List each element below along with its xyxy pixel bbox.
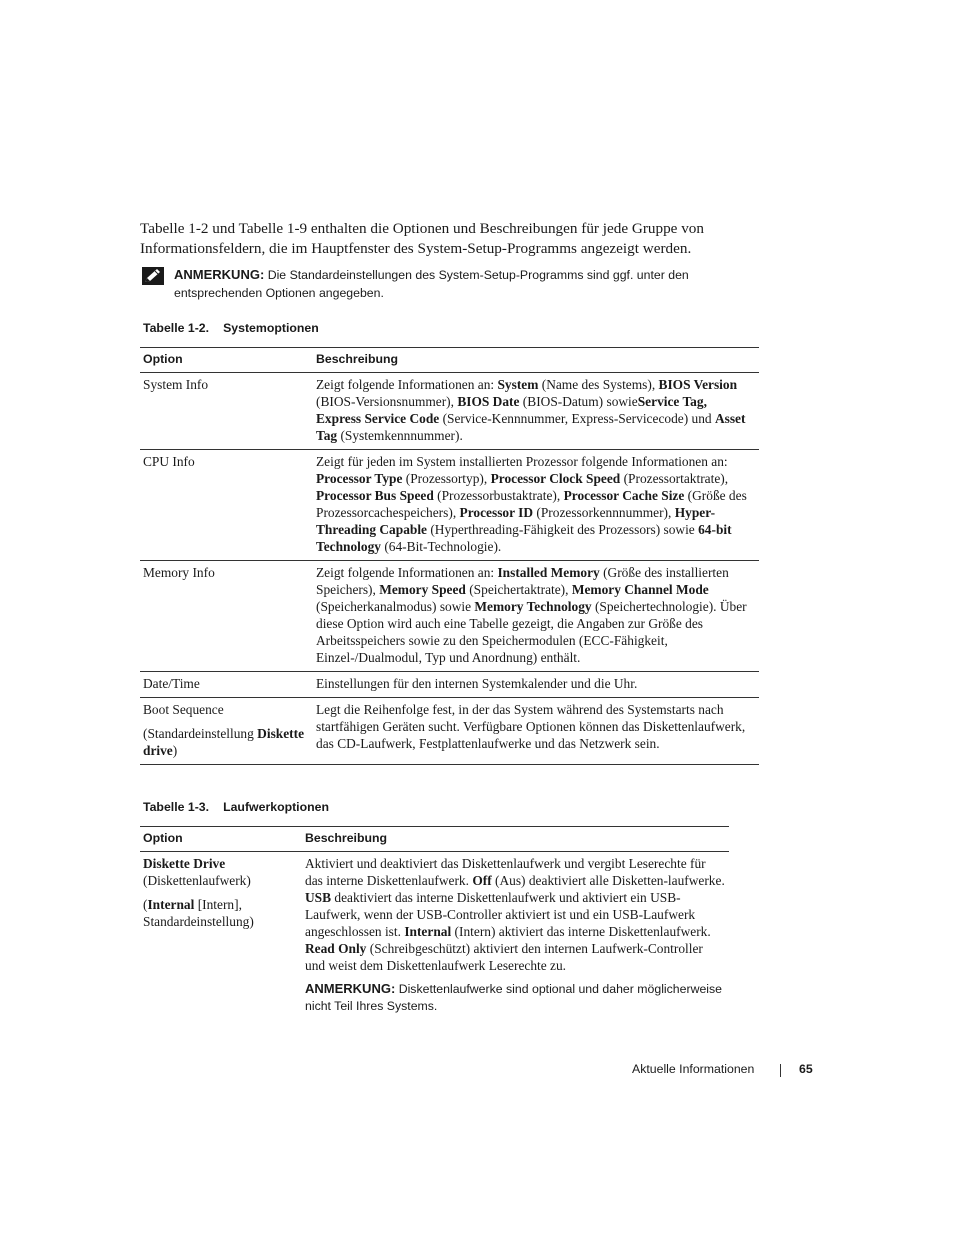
note-pencil-icon — [142, 267, 164, 285]
bold-term: Memory Technology — [474, 599, 592, 614]
bold-term: Processor Type — [316, 471, 403, 486]
footer-section-title: Aktuelle Informationen — [632, 1062, 755, 1076]
bold-term: Service Tag, Express Service Code — [316, 394, 707, 426]
bold-term: Hyper-Threading Capable — [316, 505, 716, 537]
note-block — [140, 266, 760, 302]
table-title: Laufwerkoptionen — [223, 800, 329, 814]
drive-options-table — [140, 826, 729, 1020]
option-name: Diskette Drive (Diskettenlaufwerk) — [143, 856, 251, 888]
option-cell: CPU Info — [140, 450, 313, 561]
note-heading: ANMERKUNG: — [174, 267, 265, 282]
bold-term: BIOS Version — [658, 377, 738, 392]
description-cell: Zeigt für jeden im System installierten Prozessor folgende Informationen an: Processor Type (Prozessortyp), Processor Clock Speed (Prozessortaktrate), Processor Bus Speed (Prozessorbustaktrate), Processor Cache Size (Größe des Prozessorcachespeichers), Processor ID (Prozessorkennnummer), Hyper-Threading Capable (Hyperthreading-Fähigkeit des Prozessors) sowie 64-bit Technology (64-Bit-Technologie). — [313, 450, 759, 561]
column-header-option: Option — [140, 827, 302, 852]
description-cell — [302, 852, 729, 1021]
table-row — [140, 698, 759, 765]
bold-term: Asset Tag — [316, 411, 746, 443]
option-cell: System Info — [140, 373, 313, 450]
intro-paragraph: Tabelle 1-2 und Tabelle 1-9 enthalten die Optionen und Beschreibungen für jede Gruppe von Informationsfeldern, die im Hauptfenster des System-Setup-Programms angezeigt werden. — [140, 220, 704, 257]
system-options-table — [140, 347, 759, 765]
table-title: Systemoptionen — [223, 321, 319, 335]
table-row — [140, 373, 759, 450]
description-cell: Einstellungen für den internen Systemkalender und die Uhr. — [313, 672, 759, 698]
bold-term: USB — [305, 890, 332, 905]
column-header-description: Beschreibung — [313, 348, 759, 373]
bold-term: Read Only — [305, 941, 367, 956]
option-default: (Standardeinstellung Diskette drive) — [143, 726, 305, 758]
note-heading: ANMERKUNG: — [305, 981, 396, 996]
bold-term: Internal — [404, 924, 452, 939]
inline-note — [305, 980, 725, 1015]
bold-term: BIOS Date — [457, 394, 520, 409]
option-name: Boot Sequence — [143, 702, 224, 717]
table-1-2-caption — [143, 321, 319, 335]
bold-term: 64-bit Technology — [316, 522, 732, 554]
bold-term: Processor Clock Speed — [490, 471, 621, 486]
option-cell — [140, 698, 313, 765]
table-row — [140, 852, 729, 1021]
note-text: Die Standardeinstellungen des System-Setup-Programms sind ggf. unter den entsprechenden Optionen angegeben. — [174, 268, 689, 300]
column-header-option: Option — [140, 348, 313, 373]
option-default: (Internal [Intern], Standardeinstellung) — [143, 897, 254, 929]
option-cell — [140, 852, 302, 1021]
table-header-row — [140, 827, 729, 852]
description-cell: Zeigt folgende Informationen an: System (Name des Systems), BIOS Version (BIOS-Versionsnummer), BIOS Date (BIOS-Datum) sowieService Tag, Express Service Code (Service-Kennnummer, Express-Servicecode) und Asset Tag (Systemkennnummer). — [313, 373, 759, 450]
column-header-description: Beschreibung — [302, 827, 729, 852]
option-cell: Memory Info — [140, 561, 313, 672]
table-row — [140, 450, 759, 561]
bold-term: Memory Channel Mode — [571, 582, 709, 597]
note-text: Diskettenlaufwerke sind optional und daher möglicherweise nicht Teil Ihres Systems. — [305, 982, 723, 1013]
bold-term: Memory Speed — [379, 582, 466, 597]
bold-term: Processor Bus Speed — [316, 488, 434, 503]
bold-term: System — [497, 377, 539, 392]
description-text: Aktiviert und deaktiviert das Diskettenlaufwerk und vergibt Leserechte für das interne Diskettenlaufwerk. Off (Aus) deaktiviert alle Disketten-laufwerke. USB deaktiviert das interne Diskettenlaufwerk und aktiviert ein USB-Laufwerk, wenn der USB-Controller aktiviert ist und ein USB-Laufwerk angeschlossen ist. Internal (Intern) aktiviert das interne Diskettenlaufwerk. Read Only (Schreibgeschützt) aktiviert den internen Laufwerk-Controller und weist dem Diskettenlaufwerk Leserechte zu. — [305, 856, 725, 973]
table-row — [140, 672, 759, 698]
bold-term: Installed Memory — [497, 565, 600, 580]
option-cell: Date/Time — [140, 672, 313, 698]
description-cell: Zeigt folgende Informationen an: Installed Memory (Größe des installierten Speichers), Memory Speed (Speichertaktrate), Memory Channel Mode (Speicherkanalmodus) sowie Memory Technology (Speichertechnologie). Über diese Option wird auch eine Tabelle gezeigt, die Angaben zur Größe des Arbeitsspeichers sowie zu den Speichermodulen (ECC-Fähigkeit, Einzel-/Dualmodul, Typ und Anordnung) enthält. — [313, 561, 759, 672]
description-cell: Legt die Reihenfolge fest, in der das System während des Systemstarts nach startfähigen Geräten sucht. Verfügbare Optionen können das Diskettenlaufwerk, das CD-Laufwerk, Festplattenlaufwerke und das Netzwerk sein. — [313, 698, 759, 765]
table-header-row — [140, 348, 759, 373]
bold-term: Off — [472, 873, 492, 888]
bold-term: Processor Cache Size — [563, 488, 685, 503]
page-number: 65 — [799, 1062, 813, 1076]
table-number: Tabelle 1-2. — [143, 321, 210, 335]
table-number: Tabelle 1-3. — [143, 800, 210, 814]
table-1-3-caption — [143, 800, 329, 814]
footer-divider — [780, 1064, 781, 1077]
table-row — [140, 561, 759, 672]
page-footer — [632, 1062, 813, 1076]
bold-term: Processor ID — [459, 505, 534, 520]
